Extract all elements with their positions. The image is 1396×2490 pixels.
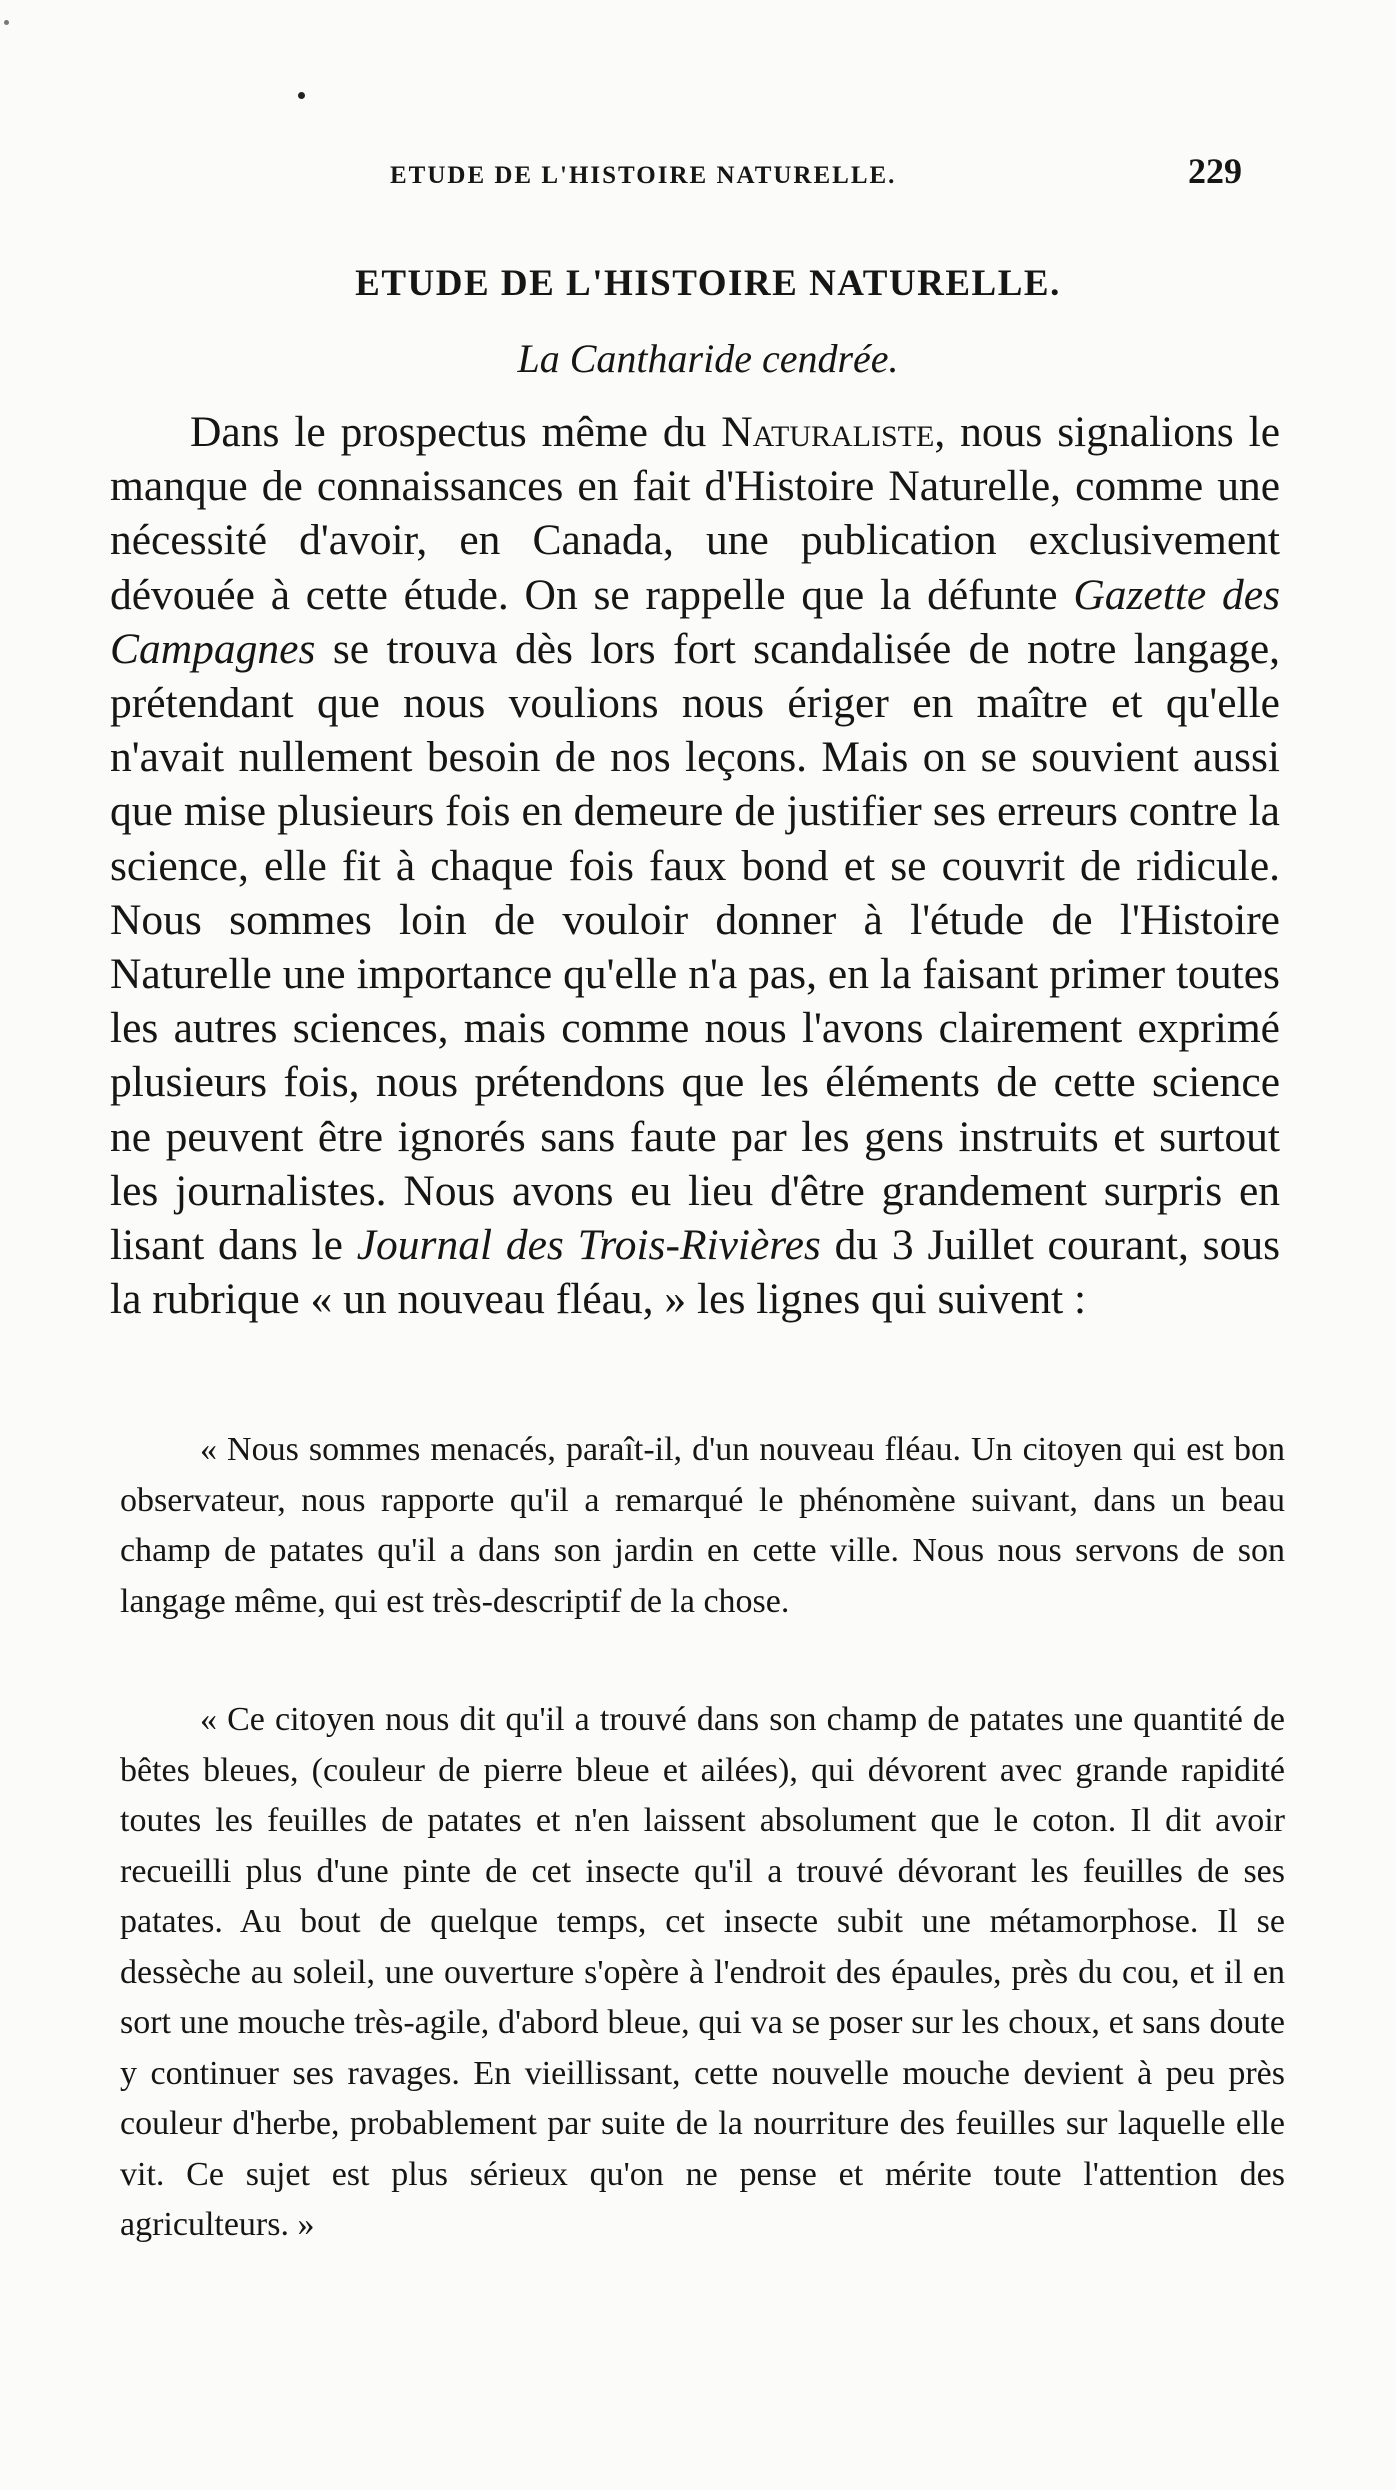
gazette-title: Gazette des Campagnes bbox=[110, 570, 1280, 673]
running-head: ETUDE DE L'HISTOIRE NATURELLE. bbox=[390, 162, 897, 189]
ink-speck bbox=[4, 20, 9, 25]
quoted-paragraph-1: « Nous sommes menacés, paraît-il, d'un nouveau fléau. Un citoyen qui est bon observateur, nous rapporte qu'il a remarqué le phénomène suivant, dans un beau champ de patates qu'il a dans son jardin en cette ville. Nous nous servons de son langage même, qui est très-descriptif de la chose. bbox=[120, 1431, 1285, 1620]
article-title: ETUDE DE L'HISTOIRE NATURELLE. bbox=[355, 263, 1061, 304]
ink-speck bbox=[298, 92, 305, 99]
main-paragraph: Dans le prospectus même du Naturaliste, nous signalions le manque de connaissances en fait d'Histoire Naturelle, comme une nécessité d'avoir, en Canada, une publication exclusivement dévouée à cette étude. On se rappelle que la défunte Gazette des Campagnes se trouva dès lors fort scandalisée de notre langage, prétendant que nous voulions nous ériger en maître et qu'elle n'avait nullement besoin de nos leçons. Mais on se souvient aussi que mise plusieurs fois en demeure de justifier ses erreurs contre la science, elle fit à chaque fois faux bond et se couvrit de ridicule. Nous sommes loin de vouloir donner à l'étude de l'Histoire Naturelle une importance qu'elle n'a pas, en la faisant primer toutes les autres sciences, mais comme nous l'avons clairement exprimé plusieurs fois, nous prétendons que les éléments de cette science ne peuvent être ignorés sans faute par les gens instruits et surtout les journalistes. Nous avons eu lieu d'être grandement surpris en lisant dans le Journal des Trois-Rivières du 3 Juillet courant, sous la rubrique « un nouveau fléau, » les lignes qui suivent : bbox=[110, 408, 1281, 1324]
journal-name: Naturaliste bbox=[721, 408, 935, 456]
quoted-paragraph-2: « Ce citoyen nous dit qu'il a trouvé dans son champ de patates une quantité de bêtes bleues, (couleur de pierre bleue et ailées), qui dévorent avec grande rapidité toutes les feuilles de patates et n'en laissent absolument que le coton. Il dit avoir recueilli plus d'une pinte de cet insecte qu'il a trouvé dévorant les feuilles de ses patates. Au bout de quelque temps, cet insecte subit une métamorphose. Il se dessèche au soleil, une ouverture s'opère à l'endroit des épaules, près du cou, et il en sort une mouche très-agile, d'abord bleue, qui va se poser sur les choux, et sans doute y continuer ses ravages. En vieillissant, cette nouvelle mouche devient à peu près couleur d'herbe, probablement par suite de la nourriture des feuilles sur laquelle elle vit. Ce sujet est plus sérieux qu'on ne pense et mérite toute l'attention des agriculteurs. » bbox=[120, 1701, 1285, 2243]
page-number: 229 bbox=[1188, 151, 1242, 191]
article-subtitle: La Cantharide cendrée. bbox=[517, 336, 899, 381]
journal-ref-title: Journal des Trois-Rivières bbox=[356, 1221, 821, 1270]
